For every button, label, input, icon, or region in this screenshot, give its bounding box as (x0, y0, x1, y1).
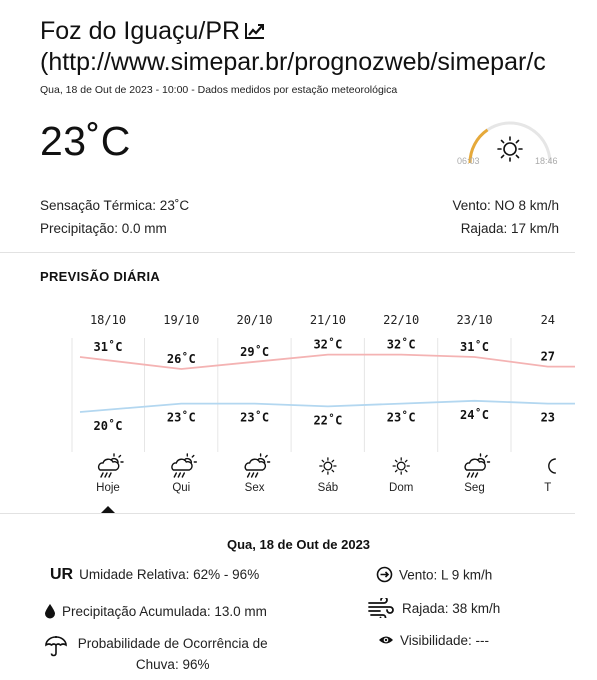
forecast-day-date: 24 (540, 313, 556, 327)
detail-gust-row (368, 598, 500, 621)
drop-icon (44, 603, 56, 622)
forecast-max-temp: 32˚C (313, 337, 343, 352)
forecast-day-date: 19/10 (163, 313, 200, 327)
forecast-day-date: 21/10 (309, 313, 346, 327)
gust-wind-icon (368, 598, 396, 621)
forecast-day-label: Sex (244, 482, 265, 494)
sunrise-time: 06:03 (457, 156, 480, 166)
forecast-day-label: Qui (172, 482, 191, 494)
current-precipitation: Precipitação: 0.0 mm (40, 221, 167, 236)
forecast-day-label: Hoje (96, 482, 120, 494)
min-temp-line (80, 401, 575, 412)
forecast-min-temp: 24˚C (460, 407, 489, 422)
visibility-row (378, 633, 489, 649)
current-wind: Vento: NO 8 km/h (452, 198, 559, 213)
forecast-min-temp: 23 (540, 410, 556, 425)
accum-precip-value: Precipitação Acumulada: 13.0 mm (62, 604, 267, 620)
divider (0, 513, 575, 514)
daily-forecast-title: PREVISÃO DIÁRIA (40, 269, 161, 284)
trend-chart-icon[interactable] (244, 18, 266, 38)
moon-icon (549, 459, 556, 473)
forecast-day-date: 23/10 (456, 313, 493, 327)
forecast-min-temp: 23˚C (386, 410, 416, 425)
sun-icon (393, 458, 409, 474)
humidity-badge: UR (50, 566, 74, 583)
selected-day-indicator (101, 506, 115, 513)
forecast-chart (0, 300, 575, 515)
current-gust: Rajada: 17 km/h (460, 221, 559, 236)
forecast-max-temp: 31˚C (460, 340, 489, 354)
location-name: Foz do Iguaçu/PR (40, 17, 241, 45)
forecast-max-temp: 31˚C (93, 340, 123, 354)
rain-sun-icon (465, 454, 489, 477)
visibility-value: Visibilidade: --- (400, 633, 490, 648)
location-source-url[interactable]: (http://www.simepar.br/prognozweb/simepar/c (40, 48, 546, 76)
detail-wind-value: Vento: L 9 km/h (399, 567, 493, 583)
forecast-day-date: 22/10 (383, 313, 420, 327)
accum-precip-row (44, 603, 267, 622)
forecast-day-date: 20/10 (236, 313, 273, 327)
rain-probability-row (44, 636, 268, 672)
divider (0, 252, 575, 253)
forecast-day-label: Dom (389, 482, 414, 494)
rain-probability-line2: Chuva: 96% (135, 657, 210, 672)
rain-sun-icon (172, 454, 196, 477)
forecast-min-temp: 20˚C (93, 419, 123, 433)
rain-sun-icon (99, 454, 123, 477)
sunset-time: 18:46 (535, 156, 558, 166)
forecast-min-temp: 23˚C (166, 410, 196, 425)
eye-icon (378, 634, 394, 649)
forecast-day-label: Seg (464, 482, 485, 494)
forecast-max-temp: 32˚C (386, 337, 416, 352)
wind-direction-icon (376, 566, 393, 586)
forecast-day-label: Sáb (317, 482, 339, 494)
max-temp-line (80, 355, 575, 369)
selected-day-date: Qua, 18 de Out de 2023 (226, 537, 371, 552)
daily-forecast-strip[interactable] (0, 300, 575, 515)
forecast-day-label: T (544, 482, 552, 494)
current-temperature: 23˚C (40, 118, 131, 164)
sun-path-gauge (452, 108, 564, 170)
rain-sun-icon (245, 454, 269, 477)
forecast-max-temp: 29˚C (240, 344, 270, 359)
umbrella-icon (44, 635, 68, 660)
humidity-row (50, 566, 259, 584)
detail-wind-row (376, 566, 492, 586)
forecast-max-temp: 26˚C (166, 352, 196, 366)
rain-probability-line1: Probabilidade de Ocorrência de (77, 636, 268, 651)
forecast-day-date: 18/10 (89, 313, 127, 327)
feels-like: Sensação Térmica: 23˚C (40, 198, 190, 213)
observation-subtitle: Qua, 18 de Out de 2023 - 10:00 - Dados medidos por estação meteorológica (40, 84, 398, 96)
forecast-max-temp: 27 (540, 349, 556, 364)
sun-icon (498, 137, 522, 161)
forecast-min-temp: 23˚C (240, 410, 270, 425)
sun-icon (320, 458, 336, 474)
location-title (40, 16, 575, 78)
humidity-value: Umidade Relativa: 62% - 96% (79, 567, 260, 582)
forecast-min-temp: 22˚C (313, 413, 343, 428)
detail-gust-value: Rajada: 38 km/h (402, 601, 501, 617)
